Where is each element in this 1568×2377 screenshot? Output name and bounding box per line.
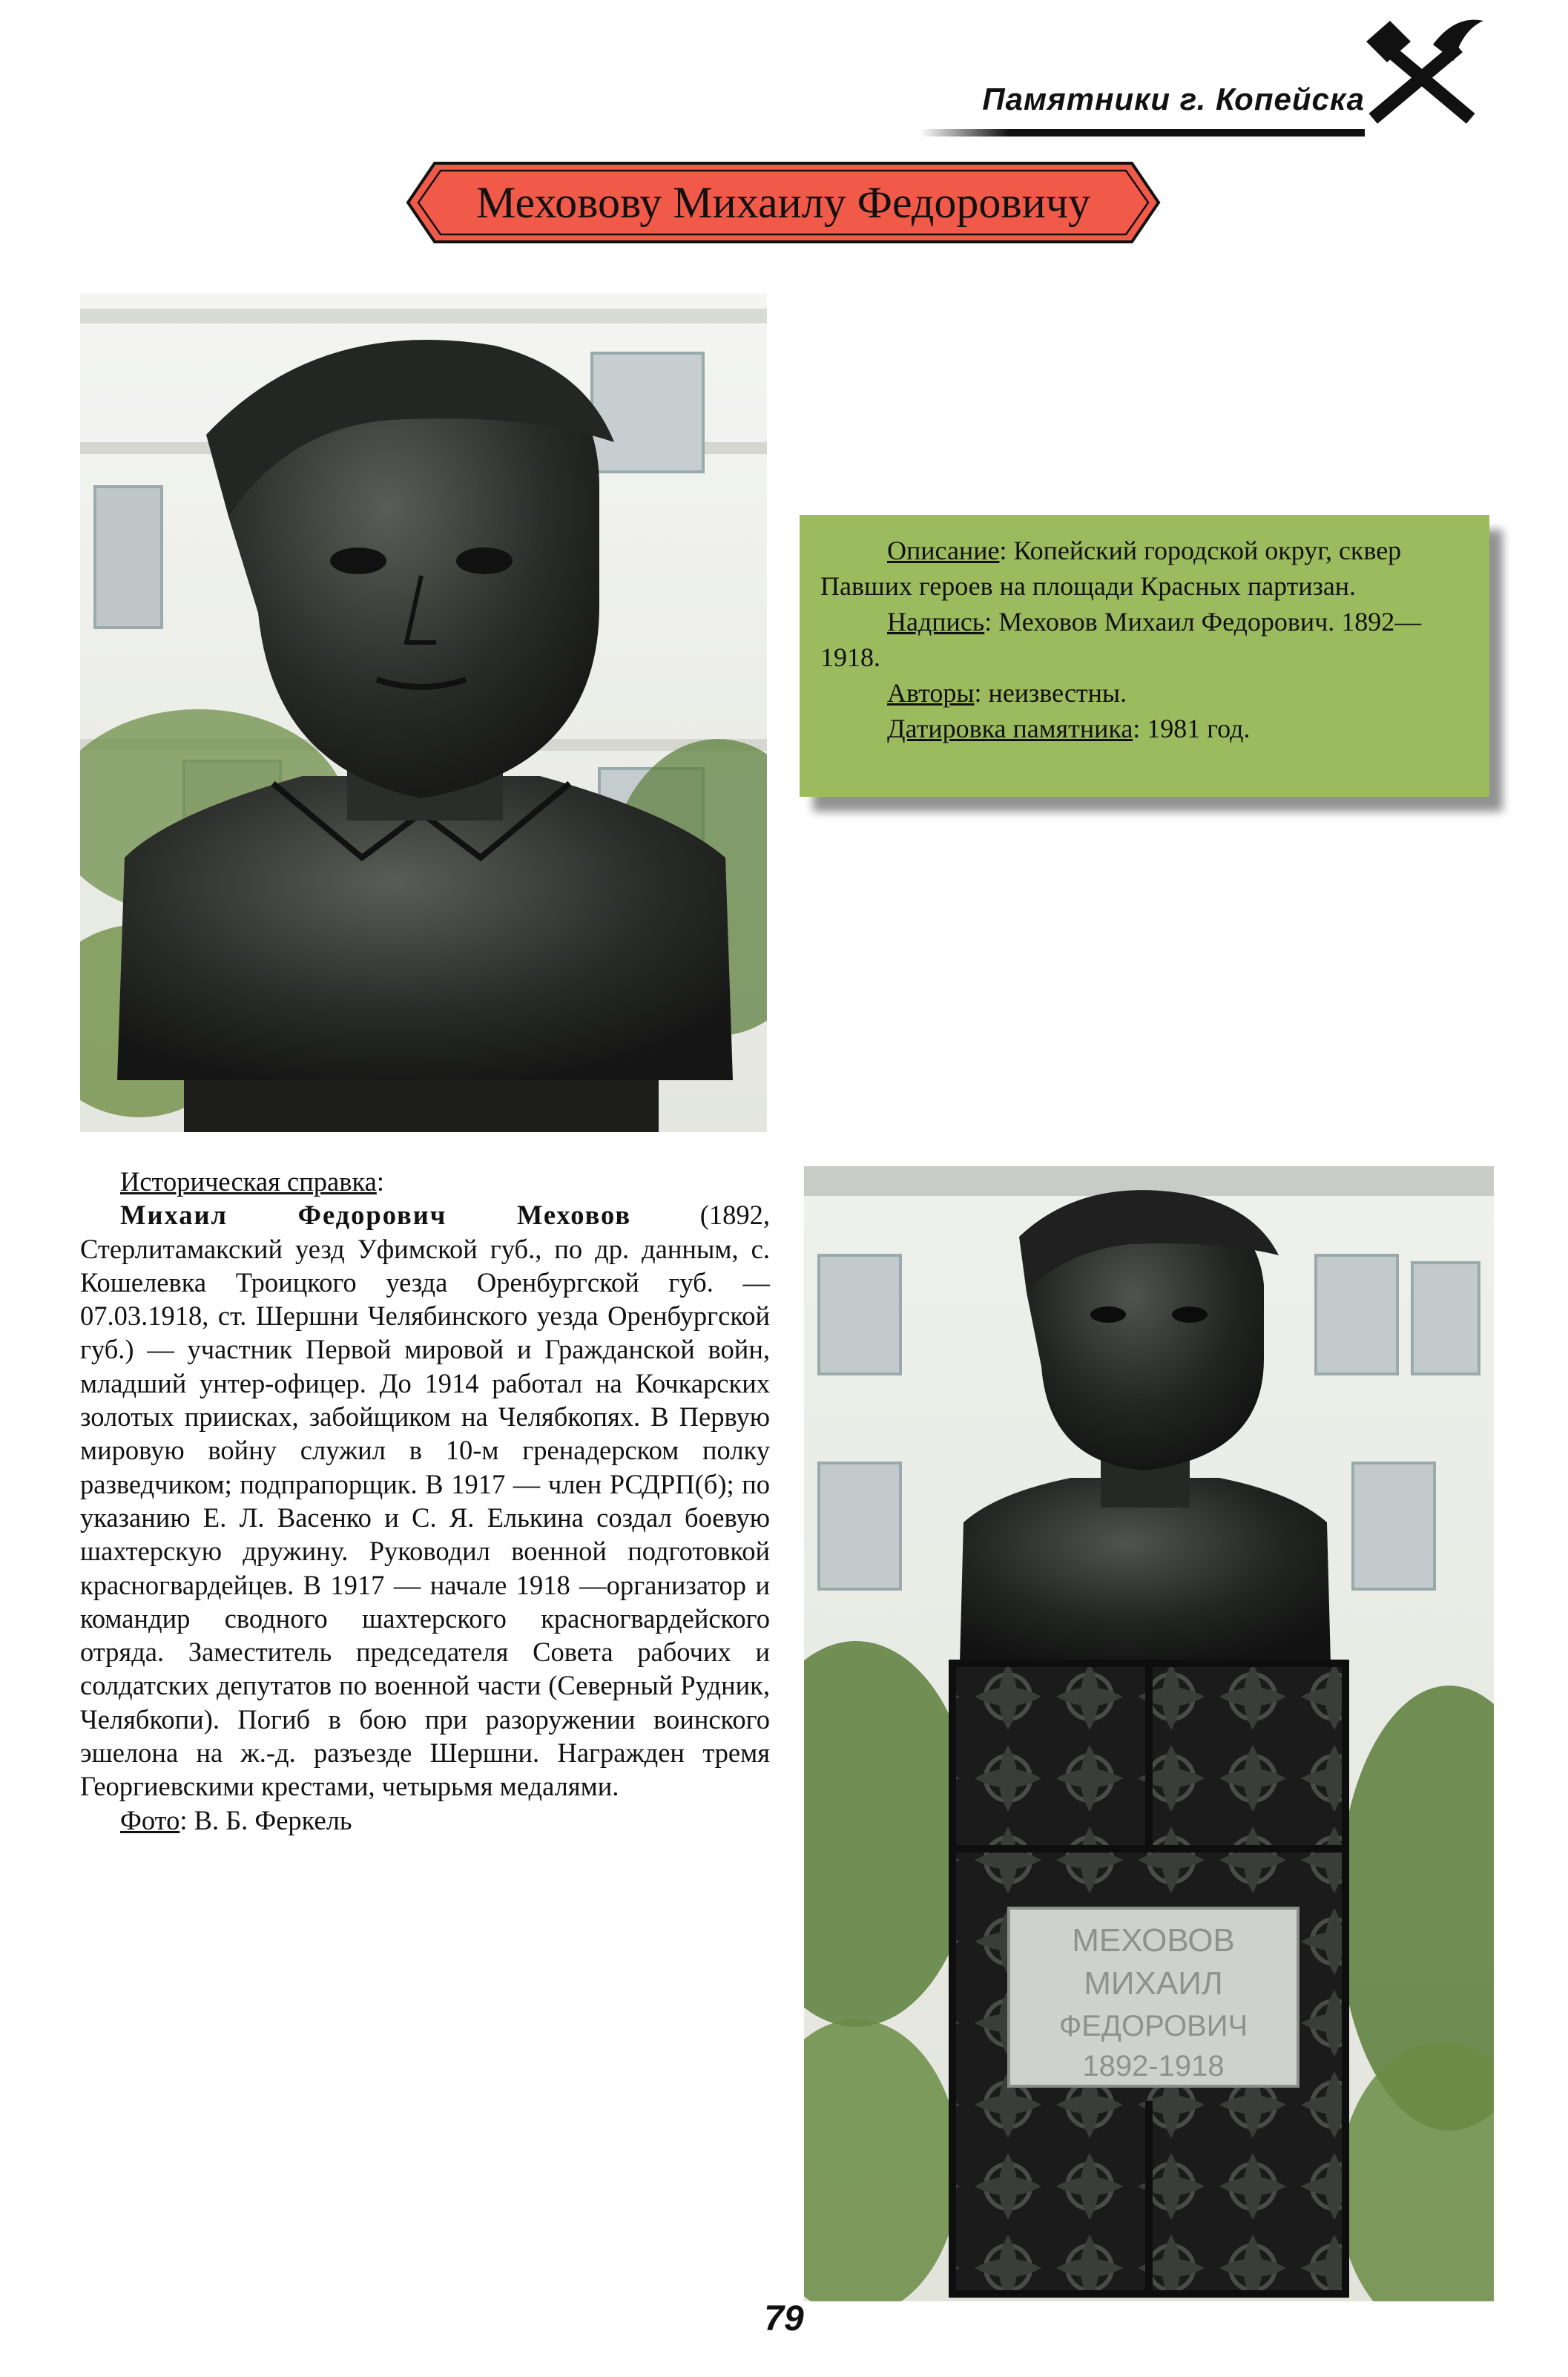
description-inscription	[820, 604, 1469, 675]
inscription-text: : Меховов Михаил Федорович. 1892—1918.	[820, 607, 1422, 672]
history-body	[80, 1198, 770, 1803]
photo-label: Фото	[120, 1804, 180, 1835]
header-title: Памятники г. Копейска	[982, 82, 1365, 116]
date-text: : 1981 год.	[1133, 714, 1251, 743]
monument-photo	[804, 1166, 1494, 2301]
page-title: Меховову Михаилу Федоровичу	[475, 177, 1091, 227]
location-text: : Копейский городской округ, сквер Павших героев на площади Красных партизан.	[820, 536, 1402, 601]
location-label: Описание	[887, 536, 1000, 565]
description-box	[800, 515, 1489, 797]
page-number: 79	[764, 2299, 804, 2338]
person-name: Михаил Федорович Меховов	[120, 1200, 632, 1231]
authors-text: : неизвестны.	[974, 678, 1127, 708]
plaque-line-2: МИХАИЛ	[1084, 1965, 1223, 2002]
plaque-line-3: ФЕДОРОВИЧ	[1058, 2010, 1248, 2042]
history-label-suffix: :	[376, 1166, 384, 1197]
header-bar	[920, 77, 1365, 137]
description-date	[820, 711, 1469, 746]
inscription-label: Надпись	[887, 607, 985, 637]
plaque-line-1: МЕХОВОВ	[1072, 1922, 1235, 1959]
history-heading	[80, 1165, 770, 1198]
bust-closeup-photo	[80, 294, 767, 1132]
description-authors	[820, 675, 1469, 711]
plaque-line-4: 1892-1918	[1082, 2050, 1225, 2082]
crossed-hammer-pick-icon	[1359, 19, 1485, 138]
authors-label: Авторы	[887, 678, 975, 708]
photo-credit	[80, 1804, 770, 1837]
description-location	[820, 533, 1469, 604]
history-body-text: (1892, Стерлитамакский уезд Уфимской губ., по др. данным, с. Кошелевка Троицкого уезда Оренбургской губ. — 07.03.1918, ст. Шершни Челябинского уезда Оренбургской губ.) — участник Первой мировой и Гражданской войн, младший унтер-офицер. До 1914 работал на Кочкарских золотых приисках, забойщиком на Челябкопях. В Первую мировую войну служил в 10-м гренадерском полку разведчиком; подпрапорщик. В 1917 — член РСДРП(б); по указанию Е. Л. Васенко и С. Я. Елькина создал боевую шахтерскую дружину. Руководил военной подготовкой красногвардейцев. В 1917 — начале 1918 —организатор и командир сводного шахтерского красногвардейского отряда. Заместитель председателя Совета рабочих и солдатских депутатов по военной части (Северный Рудник, Челябкопи). Погиб в бою при разоружении воинского эшелона на ж.-д. разъезде Шершни. Награжден тремя Георгиевскими крестами, четырьмя медалями.	[80, 1200, 770, 1802]
photo-text: : В. Б. Феркель	[179, 1804, 352, 1835]
date-label: Датировка памятника	[887, 714, 1133, 743]
historical-note	[80, 1165, 770, 1837]
history-label: Историческая справка	[120, 1166, 377, 1197]
